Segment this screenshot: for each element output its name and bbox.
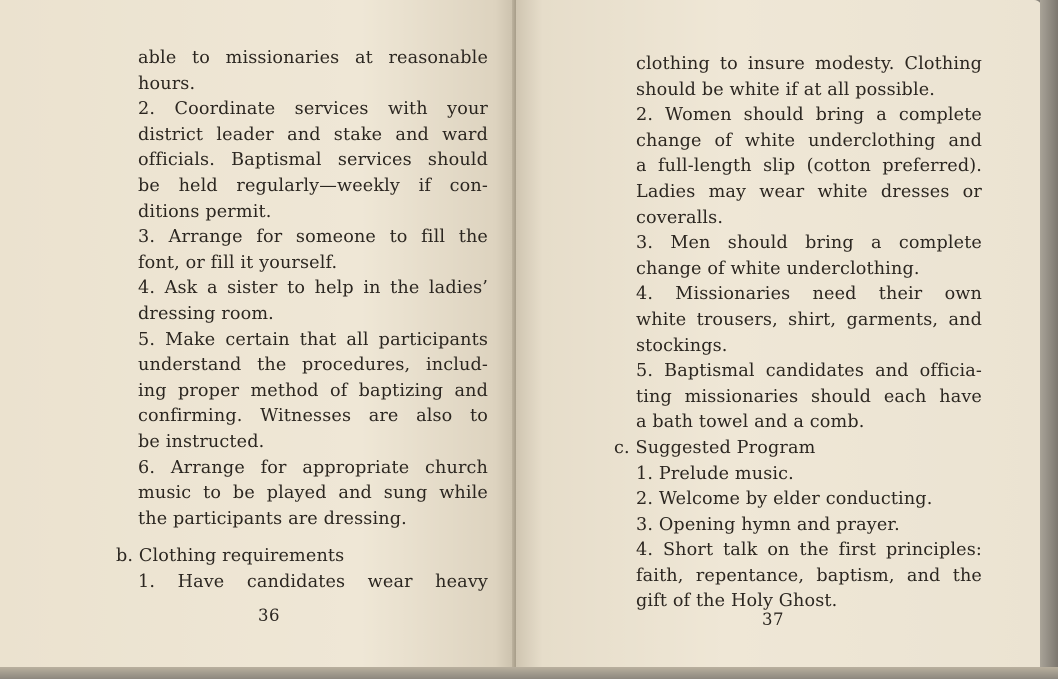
text-line: a bath towel and a comb.: [636, 412, 865, 433]
text-line: 2. Coordinate services with your: [138, 99, 488, 120]
text-line: ing proper method of baptizing and: [138, 380, 488, 401]
text-line: a full-length slip (cotton preferred).: [636, 156, 982, 177]
text-line: 1. Have candidates wear heavy: [138, 571, 488, 592]
right-page-text: [614, 52, 982, 615]
page-number-left: 36: [258, 606, 280, 625]
text-line: stockings.: [636, 335, 728, 356]
cover-edge: [1040, 0, 1058, 679]
text-line: able to missionaries at reasonable: [138, 48, 488, 68]
text-line: clothing to insure modesty. Clothing: [636, 54, 982, 74]
program-item: 1. Prelude music.: [636, 463, 794, 484]
text-line: 2. Women should bring a complete: [636, 105, 982, 126]
text-line: 5. Make certain that all participants: [138, 329, 488, 350]
text-line: 3. Men should bring a complete: [636, 233, 982, 254]
text-line: change of white underclothing and: [636, 130, 982, 151]
program-item: 4. Short talk on the first principles:: [636, 540, 982, 561]
program-item: 3. Opening hymn and prayer.: [636, 514, 900, 535]
left-page: [0, 0, 516, 668]
text-line: change of white underclothing.: [636, 258, 920, 279]
text-line: white trousers, shirt, garments, and: [636, 309, 982, 330]
section-heading-c: c. Suggested Program: [614, 437, 816, 458]
text-line: confirming. Witnesses are also to: [138, 406, 488, 427]
text-line: should be white if at all possible.: [636, 79, 936, 100]
text-line: 6. Arrange for appropriate church: [138, 457, 488, 478]
text-line: font, or fill it yourself.: [138, 252, 338, 273]
program-item: gift of the Holy Ghost.: [636, 591, 838, 612]
paragraph-gap: [138, 532, 488, 544]
program-item: 2. Welcome by elder conducting.: [636, 489, 933, 510]
text-line: ting missionaries should each have: [636, 386, 982, 407]
text-line: district leader and stake and ward: [138, 124, 488, 145]
text-line: understand the procedures, includ-: [138, 355, 488, 376]
text-line: 4. Ask a sister to help in the ladies’: [138, 278, 488, 299]
text-line: officials. Baptismal services should: [138, 150, 488, 171]
text-line: the participants are dressing.: [138, 508, 407, 529]
left-page-text: [116, 46, 488, 595]
text-line: be instructed.: [138, 431, 265, 452]
text-line: dressing room.: [138, 303, 274, 324]
text-line: hours.: [138, 73, 196, 94]
text-line: be held regularly—weekly if con-: [138, 175, 488, 196]
text-line: music to be played and sung while: [138, 483, 488, 504]
text-line: 3. Arrange for someone to fill the: [138, 227, 488, 248]
text-line: 5. Baptismal candidates and officia-: [636, 361, 982, 382]
page-number-right: 37: [762, 610, 784, 629]
page-bottom-edge: [0, 667, 1058, 679]
text-line: ditions permit.: [138, 201, 272, 222]
text-line: Ladies may wear white dresses or: [636, 181, 982, 202]
section-heading-b: b. Clothing requirements: [116, 546, 345, 567]
program-item: faith, repentance, baptism, and the: [636, 565, 982, 586]
right-page: [516, 0, 1042, 668]
text-line: 4. Missionaries need their own: [636, 284, 982, 305]
text-line: coveralls.: [636, 207, 724, 228]
